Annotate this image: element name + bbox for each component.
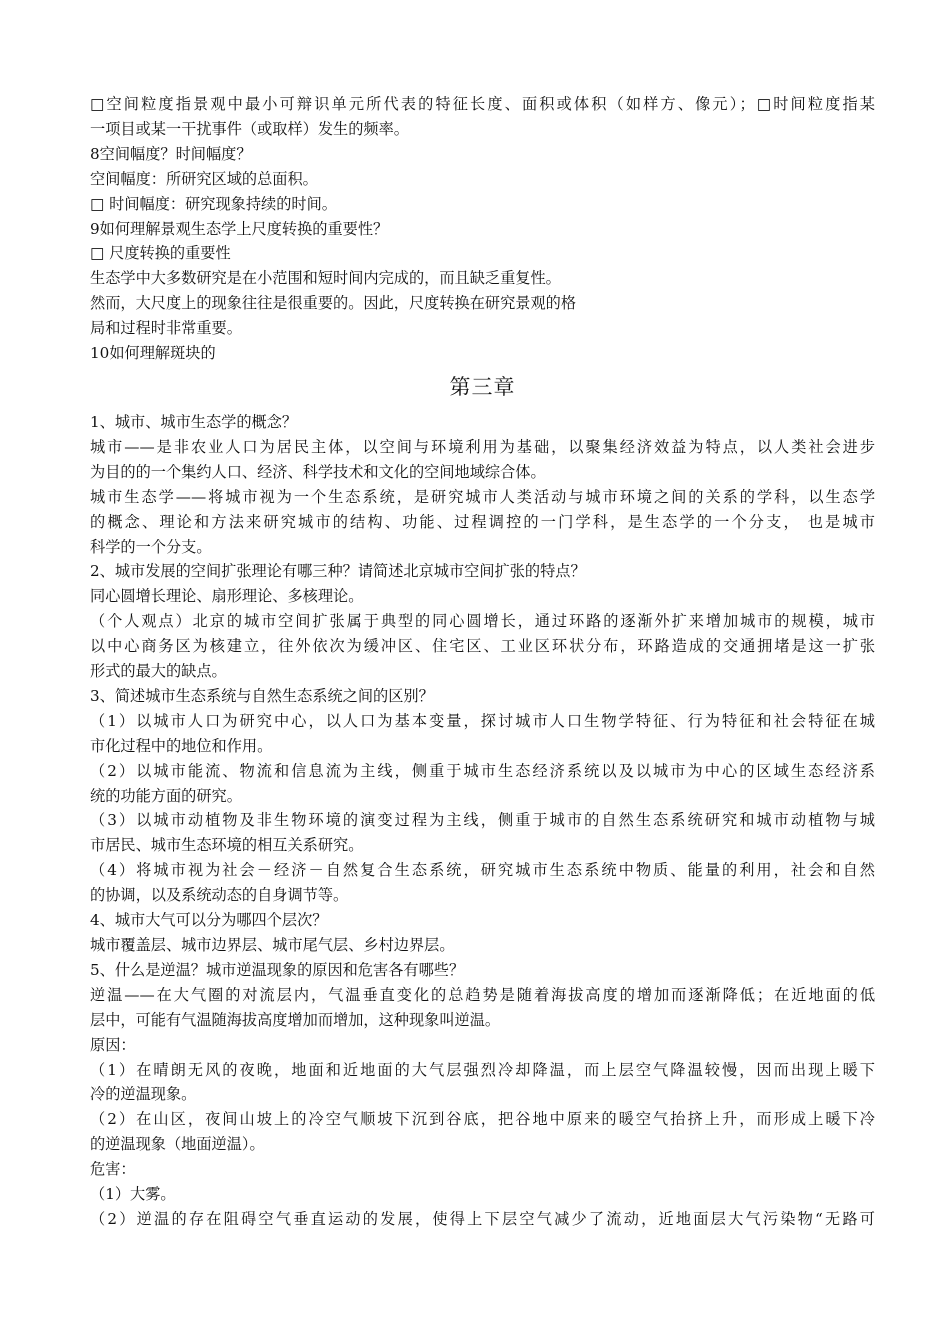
text-line: 形式的最大的缺点。 <box>90 662 227 681</box>
text-line: 科学的一个分支。 <box>90 537 212 556</box>
text-line: 生态学中大多数研究是在小范围和短时间内完成的，而且缺乏重复性。 <box>90 269 561 288</box>
text-line: （3）以城市动植物及非生物环境的演变过程为主线，侧重于城市的自然生态系统研究和城市动植物与城 <box>90 811 875 830</box>
text-line: 冷的逆温现象。 <box>90 1085 197 1104</box>
text-line: 10如何理解斑块的 <box>90 344 216 363</box>
text-line: 8空间幅度？时间幅度？ <box>90 144 252 163</box>
text-line: 城市生态学——将城市视为一个生态系统，是研究城市人类活动与城市环境之间的关系的学科，以生态学 <box>90 487 875 506</box>
text-line: 市居民、城市生态环境的相互关系研究。 <box>90 836 364 855</box>
text-line: 4、城市大气可以分为哪四个层次？ <box>90 911 328 930</box>
text-line: 逆温——在大气圈的对流层内，气温垂直变化的总趋势是随着海拔高度的增加而逐渐降低；在近地面的低 <box>90 985 875 1004</box>
section-chapter-3 <box>90 410 875 1232</box>
text-line: 局和过程时非常重要。 <box>90 319 242 338</box>
text-line: □空间粒度指景观中最小可辩识单元所代表的特征长度、面积或体积（如样方、像元）；□时间粒度指某 <box>90 95 875 113</box>
text-line: （4）将城市视为社会－经济－自然复合生态系统，研究城市生态系统中物质、能量的利用，社会和自然 <box>90 861 875 880</box>
text-line: 的协调，以及系统动态的自身调节等。 <box>90 886 349 905</box>
text-line: （1）大雾。 <box>90 1185 176 1204</box>
text-line: 空间幅度：所研究区域的总面积。 <box>90 169 318 188</box>
text-line: 1、城市、城市生态学的概念？ <box>90 412 298 431</box>
text-line: （2）在山区，夜间山坡上的冷空气顺坡下沉到谷底，把谷地中原来的暖空气抬挤上升，而形成上暖下冷 <box>90 1110 875 1129</box>
chapter-title: 第三章 <box>449 374 516 399</box>
text-line: 为目的的一个集约人口、经济、科学技术和文化的空间地域综合体。 <box>90 462 546 481</box>
text-line: 城市覆盖层、城市边界层、城市尾气层、乡村边界层。 <box>90 936 455 954</box>
text-line: 危害： <box>90 1160 136 1179</box>
text-line: 同心圆增长理论、扇形理论、多核理论。 <box>90 587 364 606</box>
section-top <box>90 92 875 366</box>
text-line: 以中心商务区为核建立，往外依次为缓冲区、住宅区、工业区环状分布，环路造成的交通拥堵是这一扩张 <box>90 637 875 656</box>
text-line: 一项目或某一干扰事件（或取样）发生的频率。 <box>90 119 409 138</box>
text-line: 2、城市发展的空间扩张理论有哪三种？请简述北京城市空间扩张的特点？ <box>90 562 586 581</box>
text-line: （2）逆温的存在阻碍空气垂直运动的发展，使得上下层空气减少了流动，近地面层大气污染物“无路可 <box>90 1209 875 1228</box>
text-line: 9如何理解景观生态学上尺度转换的重要性？ <box>90 219 389 238</box>
text-line: 的逆温现象（地面逆温）。 <box>90 1135 265 1154</box>
text-line: （1）以城市人口为研究中心，以人口为基本变量，探讨城市人口生物学特征、行为特征和社会特征在城 <box>90 711 875 730</box>
text-line: （1）在晴朗无风的夜晚，地面和近地面的大气层强烈冷却降温，而上层空气降温较慢，因而出现上暖下 <box>90 1060 875 1079</box>
text-line: 的概念、理论和方法来研究城市的结构、功能、过程调控的一门学科，是生态学的一个分支， 也是城市 <box>90 512 875 531</box>
text-line: （个人观点）北京的城市空间扩张属于典型的同心圆增长，通过环路的逐渐外扩来增加城市的规模，城市 <box>90 612 875 631</box>
text-line: 3、简述城市生态系统与自然生态系统之间的区别？ <box>90 686 434 705</box>
text-line: 然而，大尺度上的现象往往是很重要的。因此，尺度转换在研究景观的格 <box>90 294 576 313</box>
document-page <box>90 92 875 1232</box>
text-line: 城市——是非农业人口为居民主体，以空间与环境利用为基础，以聚集经济效益为特点，以人类社会进步 <box>90 437 875 456</box>
text-line: □ 时间幅度：研究现象持续的时间。 <box>90 194 337 213</box>
text-line: □ 尺度转换的重要性 <box>90 244 231 263</box>
text-line: 统的功能方面的研究。 <box>90 786 242 805</box>
text-line: 5、什么是逆温？城市逆温现象的原因和危害各有哪些？ <box>90 960 465 979</box>
text-line: （2）以城市能流、物流和信息流为主线，侧重于城市生态经济系统以及以城市为中心的区域生态经济系 <box>90 761 875 780</box>
text-line: 原因： <box>90 1035 136 1054</box>
text-line: 市化过程中的地位和作用。 <box>90 736 273 755</box>
text-line: 层中，可能有气温随海拔高度增加而增加，这种现象叫逆温。 <box>90 1010 501 1029</box>
